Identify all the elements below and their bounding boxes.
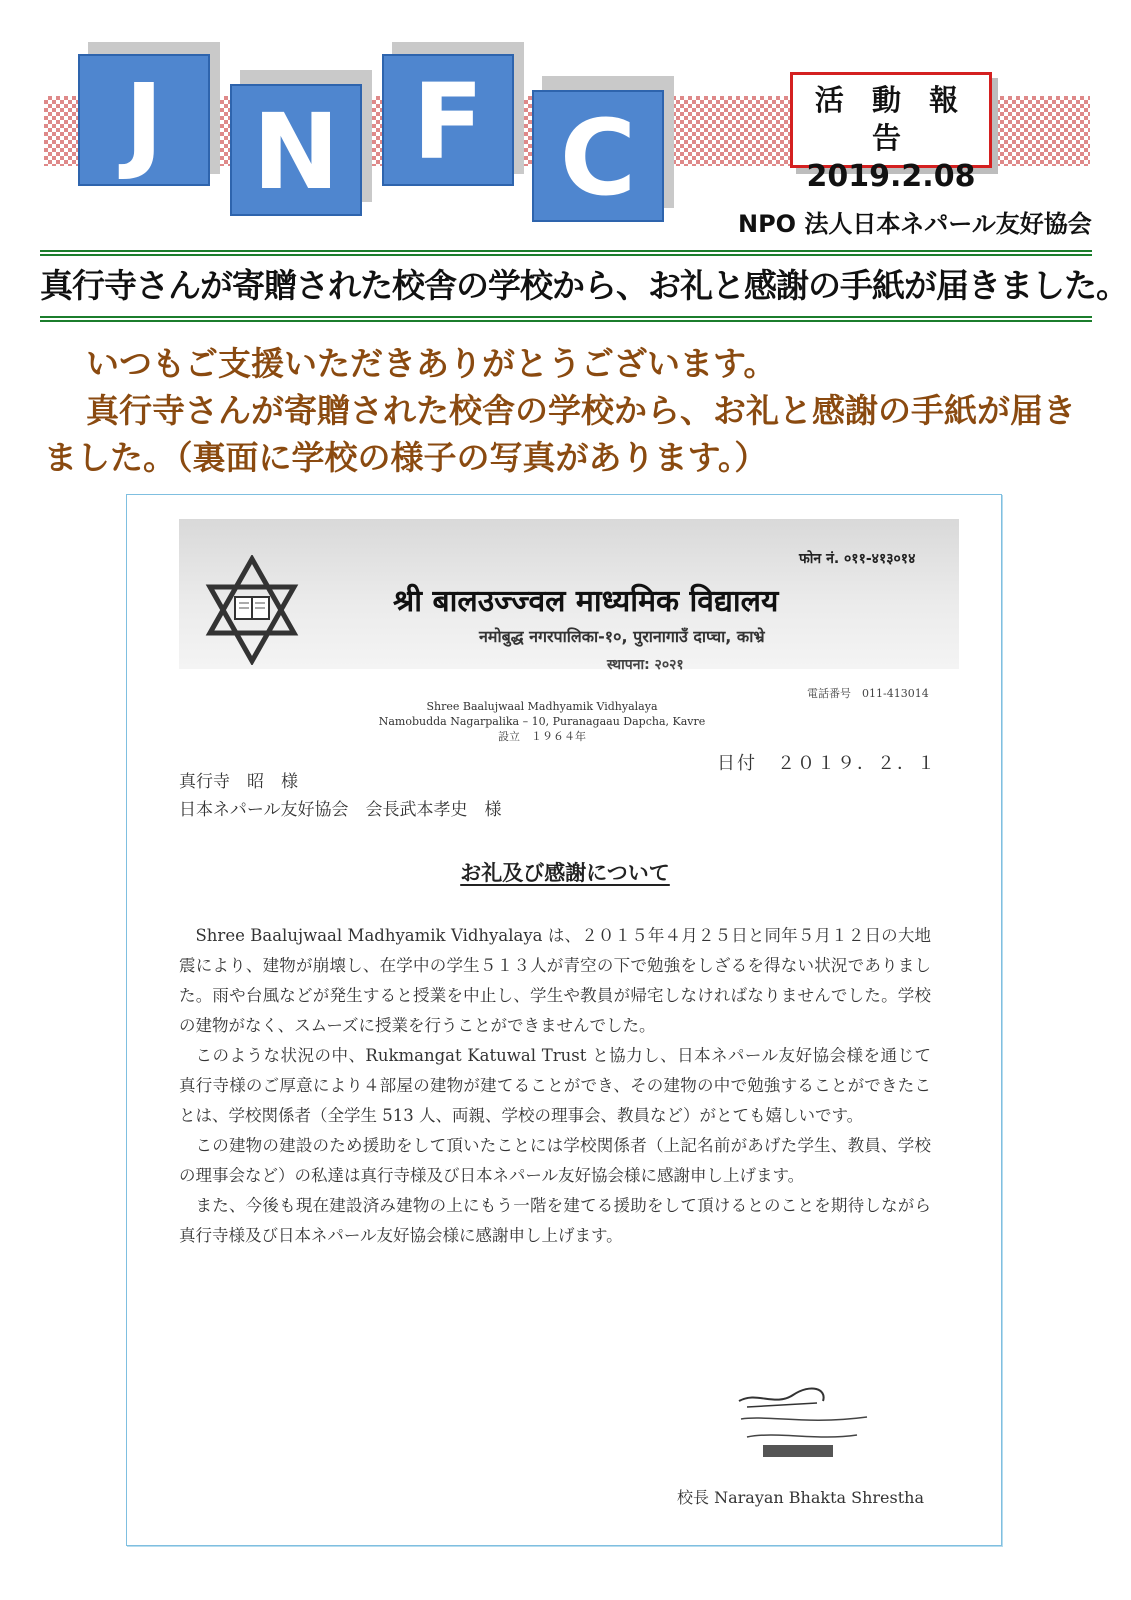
- organization-name: NPO 法人日本ネパール友好協会: [738, 210, 1092, 238]
- letter-paragraph-4: また、今後も現在建設済み建物の上にもう一階を建てる援助をして頂けるとのことを期待しながら真行寺様及び日本ネパール友好協会様に感謝申し上げます。: [179, 1196, 931, 1245]
- intro-line-1: いつもご支援いただきありがとうございます。: [86, 344, 777, 383]
- school-address-devanagari: नमोबुद्ध नगरपालिका-१०, पुरानागाउँ दाप्चा, काभ्रे: [479, 627, 765, 646]
- school-address-english: Namobudda Nagarpalika – 10, Puranagaau Dapcha, Kavre: [378, 715, 706, 728]
- school-established-japanese: 設立 １９６４年: [498, 730, 586, 743]
- letter-subject-text: お礼及び感謝について: [460, 861, 670, 885]
- school-name-devanagari: श्री बालउज्ज्वल माध्यमिक विद्यालय: [393, 584, 779, 619]
- logo-letter-f: F: [382, 54, 514, 186]
- letter-paragraph-3: この建物の建設のため援助をして頂いたことには学校関係者（上記名前があげた学生、教員、学校の理事会など）の私達は真行寺様及び日本ネパール友好協会様に感謝申し上げます。: [179, 1136, 931, 1185]
- report-label: 活 動 報 告: [814, 83, 968, 155]
- headline-rule-bottom: [40, 316, 1092, 322]
- letter-subject: [127, 857, 1003, 887]
- letter-body: [179, 921, 931, 1251]
- letter-date: 日付 ２０１９．２．１: [717, 753, 937, 774]
- report-date: 2019.2.08: [806, 159, 976, 194]
- intro-line-2: 真行寺さんが寄贈された校舎の学校から、お礼と感謝の手紙が届きました。（裏面に学校の様子の写真があります。）: [44, 391, 1076, 477]
- principal-signature-stamp: [727, 1385, 887, 1465]
- principal-name: 校長 Narayan Bhakta Shrestha: [677, 1488, 925, 1507]
- school-emblem-icon: [197, 555, 307, 665]
- addressee-2: 日本ネパール友好協会 会長武本孝史 様: [179, 800, 502, 820]
- school-name-english: Shree Baalujwaal Madhyamik Vidhyalaya: [426, 700, 658, 713]
- letter-paragraph-2: このような状況の中、Rukmangat Katuwal Trust と協力し、日本ネパール友好協会様を通じて真行寺様のご厚意により４部屋の建物が建てることができ、その建物の中で勉強することができたことは、学校関係者（全学生 513 人、両親、学校の理事会、教員など）がとても嬉しいです。: [179, 1046, 931, 1125]
- intro-text: [44, 340, 1094, 481]
- thank-you-letter: [126, 494, 1002, 1546]
- addressee-1: 真行寺 昭 様: [179, 772, 298, 792]
- logo-letter-c: C: [532, 90, 664, 222]
- letterhead-phone: फोन नं. ०११-४१३०१४: [799, 551, 916, 567]
- report-badge: [790, 72, 992, 194]
- page-headline: 真行寺さんが寄贈された校舎の学校から、お礼と感謝の手紙が届きました。: [40, 266, 1128, 305]
- school-name-english-block: [317, 699, 767, 744]
- logo-letter-j: J: [78, 54, 210, 186]
- school-established-devanagari: स्थापना: २०२१: [607, 657, 684, 673]
- phone-japanese: 電話番号 011-413014: [807, 687, 929, 700]
- logo-letter-n: N: [230, 84, 362, 216]
- letter-paragraph-1: Shree Baalujwaal Madhyamik Vidhyalaya は、２０１５年４月２５日と同年５月１２日の大地震により、建物が崩壊し、在学中の学生５１３人が青空の下で勉強をしざるを得ない状況でありました。雨や台風などが発生すると授業を中止し、学生や教員が帰宅しなければなりませんでした。学校の建物がなく、スムーズに授業を行うことができませんでした。: [179, 926, 931, 1035]
